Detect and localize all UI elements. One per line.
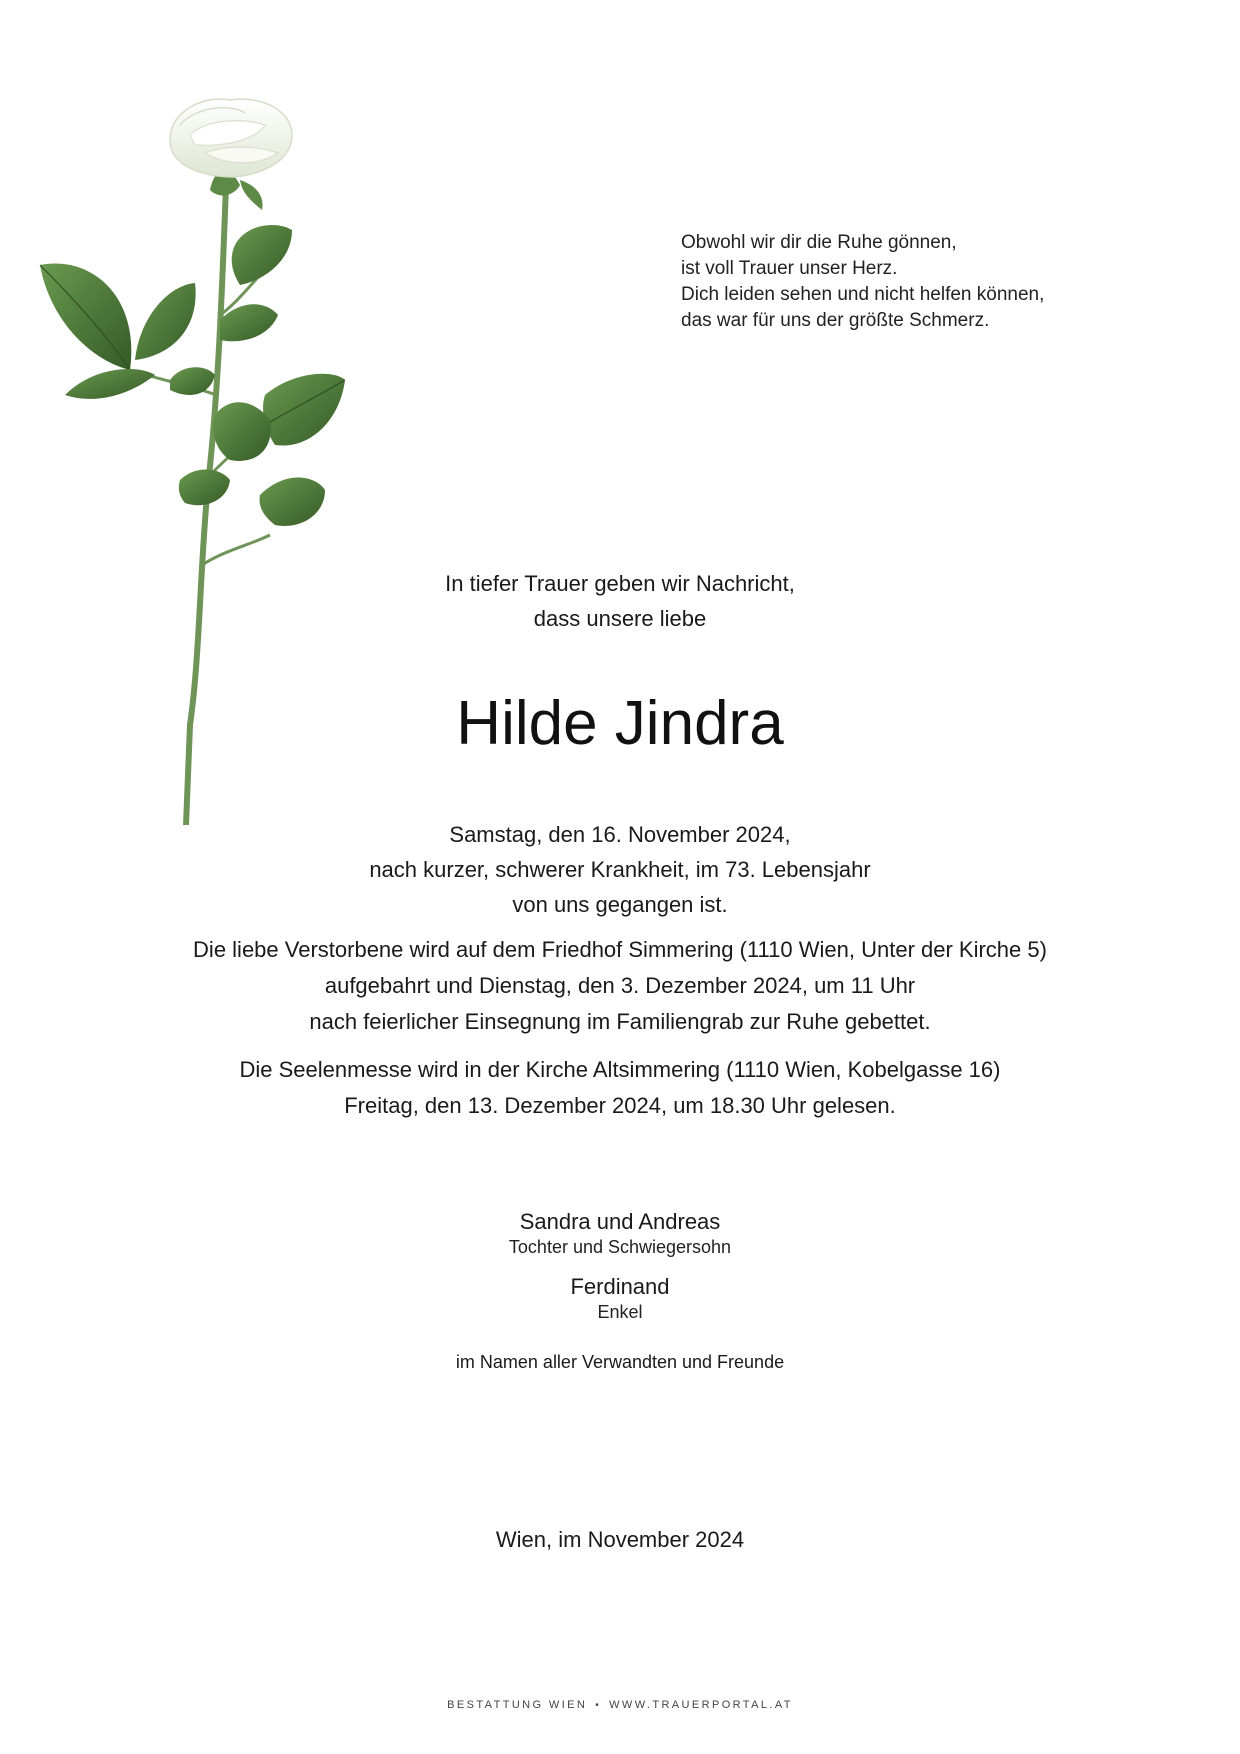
intro-line-2: dass unsere liebe	[533, 606, 707, 631]
mass-details	[0, 1052, 1240, 1124]
intro-text	[0, 566, 1240, 636]
leaf-2	[65, 369, 155, 399]
death-date: Samstag, den 16. November 2024,	[449, 822, 791, 847]
mass-line-2: Freitag, den 13. Dezember 2024, um 18.30 Uhr gelesen.	[344, 1093, 896, 1118]
leaf-7	[263, 374, 345, 446]
poem-line: das war für uns der größte Schmerz.	[681, 310, 990, 331]
mourner-relation: Tochter und Schwiegersohn	[508, 1237, 732, 1257]
poem	[681, 230, 1044, 334]
funeral-line-2: aufgebahrt und Dienstag, den 3. Dezember 2024, um 11 Uhr	[324, 973, 916, 998]
deceased-name: Hilde Jindra	[456, 689, 784, 758]
footer-website-link[interactable]: WWW.TRAUERPORTAL.AT	[609, 1699, 793, 1711]
funeral-details	[0, 932, 1240, 1040]
footer-separator: •	[595, 1700, 602, 1711]
funeral-line-1: Die liebe Verstorbene wird auf dem Friedhof Simmering (1110 Wien, Unter der Kirche 5)	[193, 937, 1047, 962]
intro-line-1: In tiefer Trauer geben wir Nachricht,	[445, 571, 795, 596]
mourner-name: Sandra und Andreas	[519, 1209, 721, 1234]
mourner-entry	[0, 1208, 1240, 1258]
white-rose-bloom	[170, 99, 292, 177]
mourner-relation: Enkel	[597, 1302, 643, 1322]
family-note: im Namen aller Verwandten und Freunde	[455, 1352, 785, 1372]
leaf-9	[260, 478, 325, 526]
leaf-4	[232, 225, 292, 285]
death-circumstance: nach kurzer, schwerer Krankheit, im 73. Lebensjahr	[369, 857, 871, 882]
leaf-10	[179, 469, 230, 505]
funeral-line-3: nach feierlicher Einsegnung im Familiengrab zur Ruhe gebettet.	[309, 1009, 931, 1034]
poem-line: Dich leiden sehen und nicht helfen können,	[681, 284, 1045, 305]
poem-line: ist voll Trauer unser Herz.	[681, 258, 898, 279]
footer	[0, 1699, 1240, 1711]
footer-company: BESTATTUNG WIEN	[447, 1699, 588, 1711]
leaf-3	[135, 283, 196, 360]
mass-line-1: Die Seelenmesse wird in der Kirche Altsimmering (1110 Wien, Kobelgasse 16)	[239, 1057, 1001, 1082]
death-notice	[0, 817, 1240, 922]
poem-line: Obwohl wir dir die Ruhe gönnen,	[681, 232, 957, 253]
leaf-8	[213, 402, 271, 461]
death-closing: von uns gegangen ist.	[512, 892, 728, 917]
mourner-name: Ferdinand	[570, 1274, 670, 1299]
mourner-entry	[0, 1273, 1240, 1323]
place-date: Wien, im November 2024	[495, 1527, 745, 1552]
